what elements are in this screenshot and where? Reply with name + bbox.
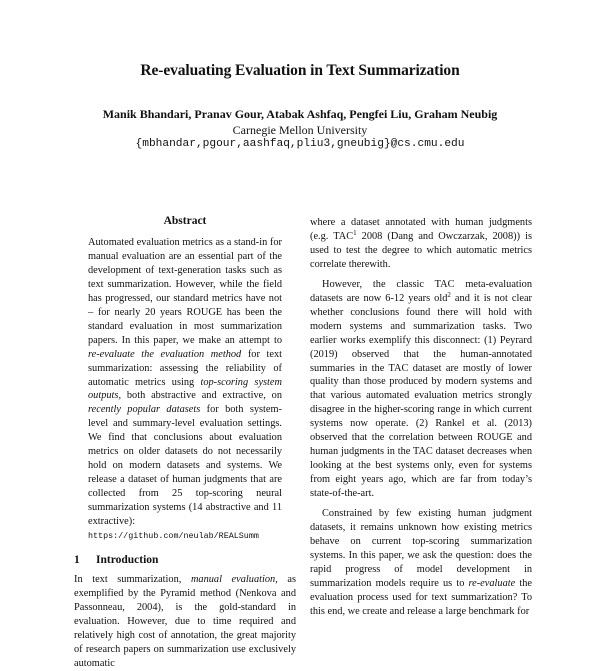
author-list: Manik Bhandari, Pranav Gour, Atabak Ashfaq, Pengfei Liu, Graham Neubig [102,107,498,121]
p1-text-b: 2008 (Dang and Owczarzak, 2008)) is used to test the degree to which automatic metrics correlate therewith. [310,230,532,270]
dataset-url-link[interactable]: https://github.com/neulab/REALSumm [88,531,259,542]
right-paragraph-2 [310,278,532,501]
p2-text-a: However, the classic TAC meta-evaluation datasets are now 6-12 years old [310,278,532,304]
affiliation: Carnegie Mellon University [232,123,368,137]
abstract-text-3: , both abstractive and extractive, on [118,390,282,402]
section-title: Introduction [96,553,159,566]
left-column [74,215,296,671]
intro-paragraph [74,573,296,671]
footnote-marker-1[interactable]: 1 [353,228,357,237]
abstract-text-1: Automated evaluation metrics as a stand-in for manual evaluation are an essential part of the development of text-generation tasks such as text summarization. However, while the field has progressed, our standard metrics have not – for nearly 20 years ROUGE has been the standard evaluation in most summarization papers. In this paper, we make an attempt to [88,237,282,346]
intro-emphasis: manual evaluation [190,573,276,585]
abstract-text-2: for text summarization: assessing the reliability of automatic metrics using [88,348,282,388]
right-paragraph-1 [310,216,532,272]
p3-emphasis: re-evaluate [468,577,516,589]
paper-title: Re-evaluating Evaluation in Text Summarization [140,62,460,79]
p2-text-b: and it is not clear whether conclusions found there will hold with modern systems and summarization tasks. Two earlier works exemplify this disconnect: (1) Peyrard (2019) observed that the human-annotated summaries in the TAC dataset are mostly of lower quality than those produced by modern systems and that various automated evaluation metrics strongly disagree in the higher-scoring range in which current systems now operate. (2) Rankel et al. (2013) observed that the correlation between ROUGE and human judgments in the TAC dataset decreases when looking at the best systems only, even for systems from eight years ago, which are far from today’s state-of-the-art. [310,292,532,500]
section-number: 1 [74,553,80,566]
abstract-emphasis-3: recently popular datasets [88,404,201,416]
right-paragraph-3 [310,507,532,619]
intro-text-1: In text summarization, [74,573,191,585]
p1-text-a: where a dataset annotated with human judgments (e.g. TAC [310,217,532,242]
p3-text-b: the evaluation process used for text summarization? To this end, we create and release a large benchmark for [310,577,532,617]
author-emails: {mbhandar,pgour,aashfaq,pliu3,gneubig}@cs.cmu.edu [135,138,465,150]
abstract-heading: Abstract [163,215,207,227]
right-column [310,216,532,619]
abstract-body [74,236,296,544]
intro-text-2: , as exemplified by the Pyramid method (Nenkova and Passonneau, 2004), is the gold-standard in evaluation. However, due to time required and relatively high cost of annotation, the great majority of research papers on summarization use exclusively automatic [74,573,297,669]
p3-text-a: Constrained by few existing human judgment datasets, it remains unknown how existing metrics behave on current top-scoring summarization systems. In this paper, we ask the question: does the rapid progress of model development in summarization models require us to [310,508,532,589]
footnote-marker-2[interactable]: 2 [447,290,451,299]
abstract-emphasis-1: re-evaluate the evaluation method [88,348,242,360]
abstract-emphasis-2: top-scoring system outputs [88,376,282,402]
section-heading-introduction [74,554,296,567]
abstract-text-4: for both system-level and summary-level evaluation settings. We find that conclusions about evaluation metrics on older datasets do not necessarily hold on modern datasets and systems. We release a dataset of human judgments that are collected from 25 top-scoring neural summarization systems (14 abstractive and 11 extractive): [88,404,283,528]
